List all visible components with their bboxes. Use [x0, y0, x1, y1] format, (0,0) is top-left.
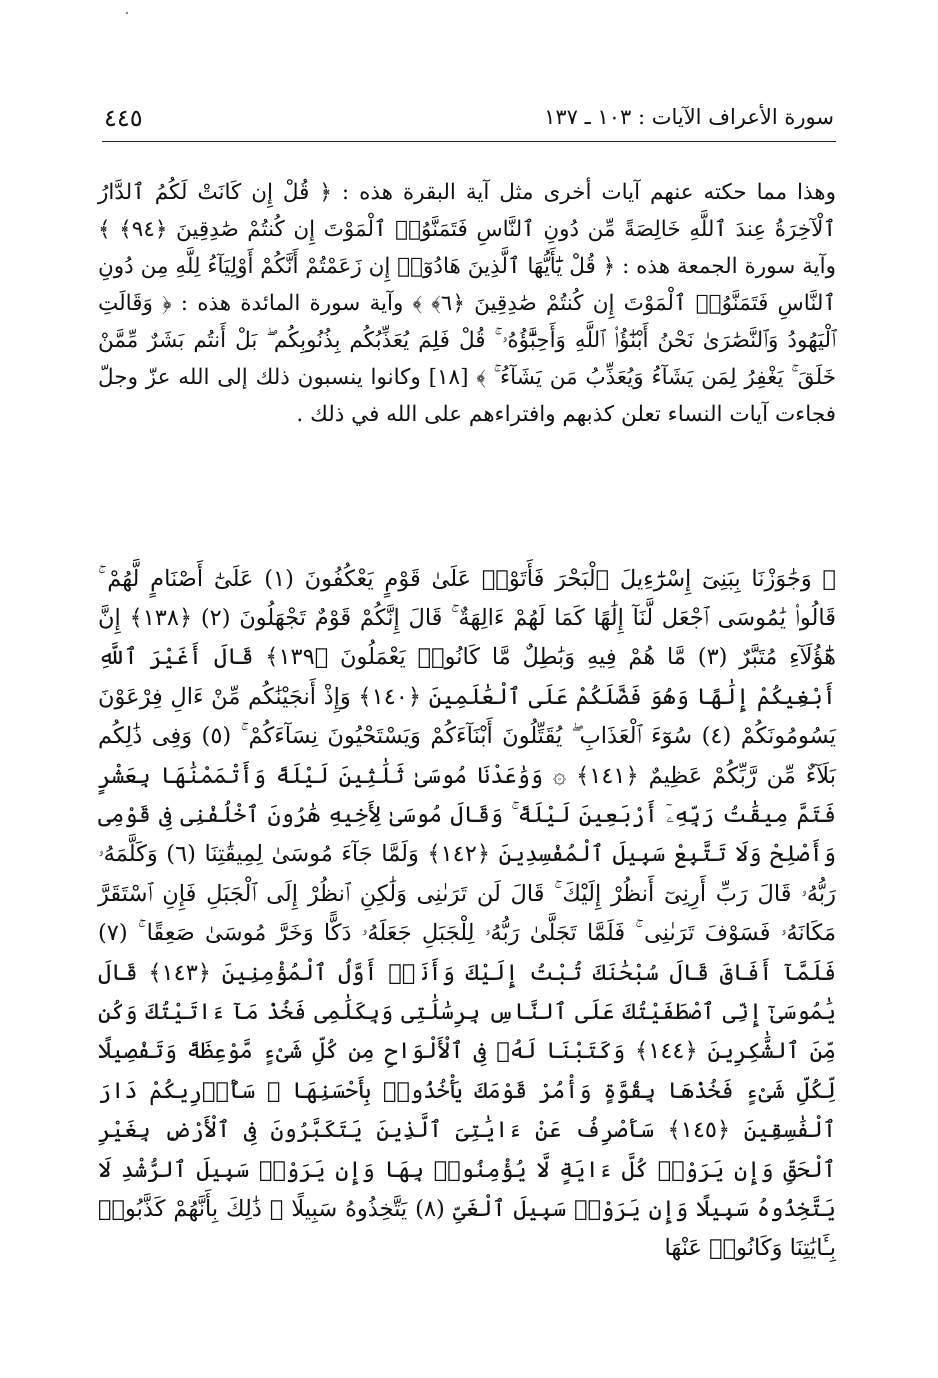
quran-passage: ﴿ وَجَٰوَزْنَا بِبَنِىٓ إِسْرَٰٓءِيلَ ٱلْبَحْرَ فَأَتَوْا۟ عَلَىٰ قَوْمٍ يَعْكُفُونَ (١) عَلَىٰٓ أَصْنَامٍ لَّهُمْ ۚ قَالُوا۟ يَٰمُوسَى ٱجْعَل لَّنَآ إِلَٰهًا كَمَا لَهُمْ ءَالِهَةٌ ۚ قَالَ إِنَّكُمْ قَوْمٌ تَجْهَلُونَ (٢) ﴿١٣٨﴾ إِنَّ هَٰٓؤُلَآءِ مُتَبَّرٌ (٣) مَّا هُمْ فِيهِ وَبَٰطِلٌ مَّا كَانُوا۟ يَعْمَلُونَ ﴿١٣٩﴾ قَالَ أَغَيْرَ ٱللَّهِ أَبْغِيكُمْ إِلَٰهًا وَهُوَ فَضَّلَكُمْ عَلَى ٱلْعَٰلَمِينَ ﴿١٤٠﴾ وَإِذْ أَنجَيْنَٰكُم مِّنْ ءَالِ فِرْعَوْنَ يَسُومُونَكُمْ (٤) سُوٓءَ ٱلْعَذَابِ ۖ يُقَتِّلُونَ أَبْنَآءَكُمْ وَيَسْتَحْيُونَ نِسَآءَكُمْ ۚ (٥) وَفِى ذَٰلِكُم بَلَآءٌ مِّن رَّبِّكُمْ عَظِيمٌ ﴿١٤١﴾ ۞ وَوَٰعَدْنَا مُوسَىٰ ثَلَٰثِينَ لَيْلَةً وَأَتْمَمْنَٰهَا بِعَشْرٍ فَتَمَّ مِيقَٰتُ رَبِّهِۦٓ أَرْبَعِينَ لَيْلَةً ۚ وَقَالَ مُوسَىٰ لِأَخِيهِ هَٰرُونَ ٱخْلُفْنِى فِى قَوْمِى وَأَصْلِحْ وَلَا تَتَّبِعْ سَبِيلَ ٱلْمُفْسِدِينَ ﴿١٤٢﴾ وَلَمَّا جَآءَ مُوسَىٰ لِمِيقَٰتِنَا (٦) وَكَلَّمَهُۥ رَبُّهُۥ قَالَ رَبِّ أَرِنِىٓ أَنظُرْ إِلَيْكَ ۚ قَالَ لَن تَرَىٰنِى وَلَٰكِنِ ٱنظُرْ إِلَى ٱلْجَبَلِ فَإِنِ ٱسْتَقَرَّ مَكَانَهُۥ فَسَوْفَ تَرَىٰنِى ۚ فَلَمَّا تَجَلَّىٰ رَبُّهُۥ لِلْجَبَلِ جَعَلَهُۥ دَكًّا وَخَرَّ مُوسَىٰ صَعِقًا ۚ (٧) فَلَمَّآ أَفَاقَ قَالَ سُبْحَٰنَكَ تُبْتُ إِلَيْكَ وَأَنَا۠ أَوَّلُ ٱلْمُؤْمِنِينَ ﴿١٤٣﴾ قَالَ يَٰمُوسَىٰٓ إِنِّى ٱصْطَفَيْتُكَ عَلَى ٱلنَّاسِ بِرِسَٰلَٰتِى وَبِكَلَٰمِى فَخُذْ مَآ ءَاتَيْتُكَ وَكُن مِّنَ ٱلشَّٰكِرِينَ ﴿١٤٤﴾ وَكَتَبْنَا لَهُۥ فِى ٱلْأَلْوَاحِ مِن كُلِّ شَىْءٍ مَّوْعِظَةً وَتَفْصِيلًا لِّكُلِّ شَىْءٍ فَخُذْهَا بِقُوَّةٍ وَأْمُرْ قَوْمَكَ يَأْخُذُوا۟ بِأَحْسَنِهَا ۚ سَأُو۟رِيكُمْ دَارَ ٱلْفَٰسِقِينَ ﴿١٤٥﴾ سَأَصْرِفُ عَنْ ءَايَٰتِىَ ٱلَّذِينَ يَتَكَبَّرُونَ فِى ٱلْأَرْضِ بِغَيْرِ ٱلْحَقِّ وَإِن يَرَوْا۟ كُلَّ ءَايَةٍ لَّا يُؤْمِنُوا۟ بِهَا وَإِن يَرَوْا۟ سَبِيلَ ٱلرُّشْدِ لَا يَتَّخِذُوهُ سَبِيلًا وَإِن يَرَوْا۟ سَبِيلَ ٱلْغَىِّ (٨) يَتَّخِذُوهُ سَبِيلًا ۚ ذَٰلِكَ بِأَنَّهُمْ كَذَّبُوا۟ بِـَٔايَٰتِنَا وَكَانُوا۟ عَنْهَا: [98, 565, 837, 1262]
intro-paragraph: وهذا مما حكته عنهم آيات أخرى مثل آية البقرة هذه : ﴿ قُلْ إِن كَانَتْ لَكُمُ ٱلدَّارُ ٱلْآخِرَةُ عِندَ ٱللَّهِ خَالِصَةً مِّن دُونِ ٱلنَّاسِ فَتَمَنَّوُا۟ ٱلْمَوْتَ إِن كُنتُمْ صَٰدِقِينَ ﴿٩٤﴾ ﴾ وآية سورة الجمعة هذه : ﴿ قُلْ يَٰٓأَيُّهَا ٱلَّذِينَ هَادُوٓا۟ إِن زَعَمْتُمْ أَنَّكُمْ أَوْلِيَآءُ لِلَّهِ مِن دُونِ ٱلنَّاسِ فَتَمَنَّوُا۟ ٱلْمَوْتَ إِن كُنتُمْ صَٰدِقِينَ ﴿٦﴾ ﴾ وآية سورة المائدة هذه : ﴿ وَقَالَتِ ٱلْيَهُودُ وَٱلنَّصَٰرَىٰ نَحْنُ أَبْنَٰٓؤُا۟ ٱللَّهِ وَأَحِبَّٰٓؤُهُۥ ۚ قُلْ فَلِمَ يُعَذِّبُكُم بِذُنُوبِكُم ۖ بَلْ أَنتُم بَشَرٌ مِّمَّنْ خَلَقَ ۚ يَغْفِرُ لِمَن يَشَآءُ وَيُعَذِّبُ مَن يَشَآءُ ۚ ﴾ [١٨] وكانوا ينسبون ذلك إلى الله عزّ وجلّ فجاءت آيات النساء تعلن كذبهم وافتراءهم على الله في ذلك .: [98, 179, 836, 427]
header-title: سورة الأعراف الآيات : ١٠٣ ـ ١٣٧: [544, 105, 834, 129]
scan-speck: [126, 12, 128, 14]
page-number: ٤٤٥: [104, 104, 143, 132]
header-rule: [102, 141, 836, 142]
running-header: [104, 96, 834, 136]
